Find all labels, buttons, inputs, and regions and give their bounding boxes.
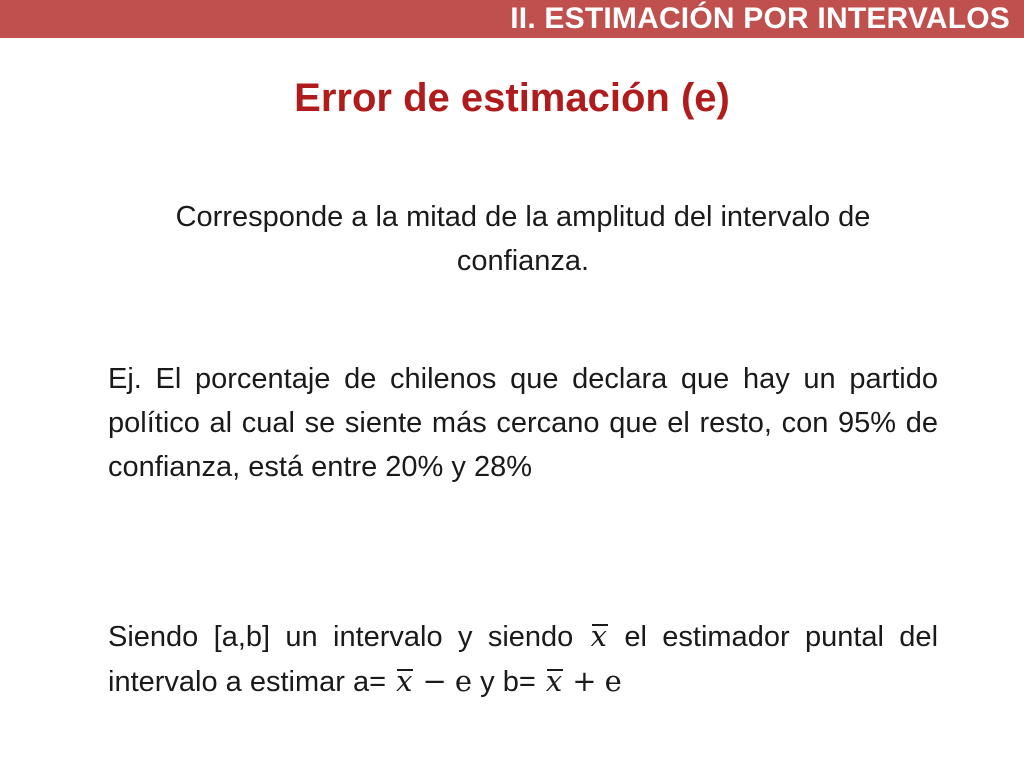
x-bar-symbol-a: x xyxy=(394,659,414,703)
definition-paragraph: Corresponde a la mitad de la amplitud del intervalo de confianza. xyxy=(175,201,871,277)
error-symbol-a: e xyxy=(454,664,473,698)
slide-title: Error de estimación (e) xyxy=(294,76,730,120)
plus-sign: + xyxy=(572,664,597,698)
section-banner xyxy=(0,0,1024,38)
x-bar-symbol: x xyxy=(589,614,609,658)
formula-intro: Siendo [a,b] un intervalo y siendo xyxy=(108,621,574,653)
example-paragraph: Ej. El porcentaje de chilenos que declara que hay un partido político al cual se siente más cercano que el resto, con 95% de confianza, está entre 20% y 28% xyxy=(108,363,938,483)
formula-connector: y b= xyxy=(480,666,536,698)
formula-paragraph xyxy=(108,614,938,704)
minus-sign: − xyxy=(422,664,447,698)
section-label: II. ESTIMACIÓN POR INTERVALOS xyxy=(510,2,1010,35)
x-bar-symbol-b: x xyxy=(544,659,564,703)
formula-middle: el estimador puntal del intervalo a estimar a= xyxy=(108,621,939,698)
error-symbol-b: e xyxy=(604,664,622,698)
